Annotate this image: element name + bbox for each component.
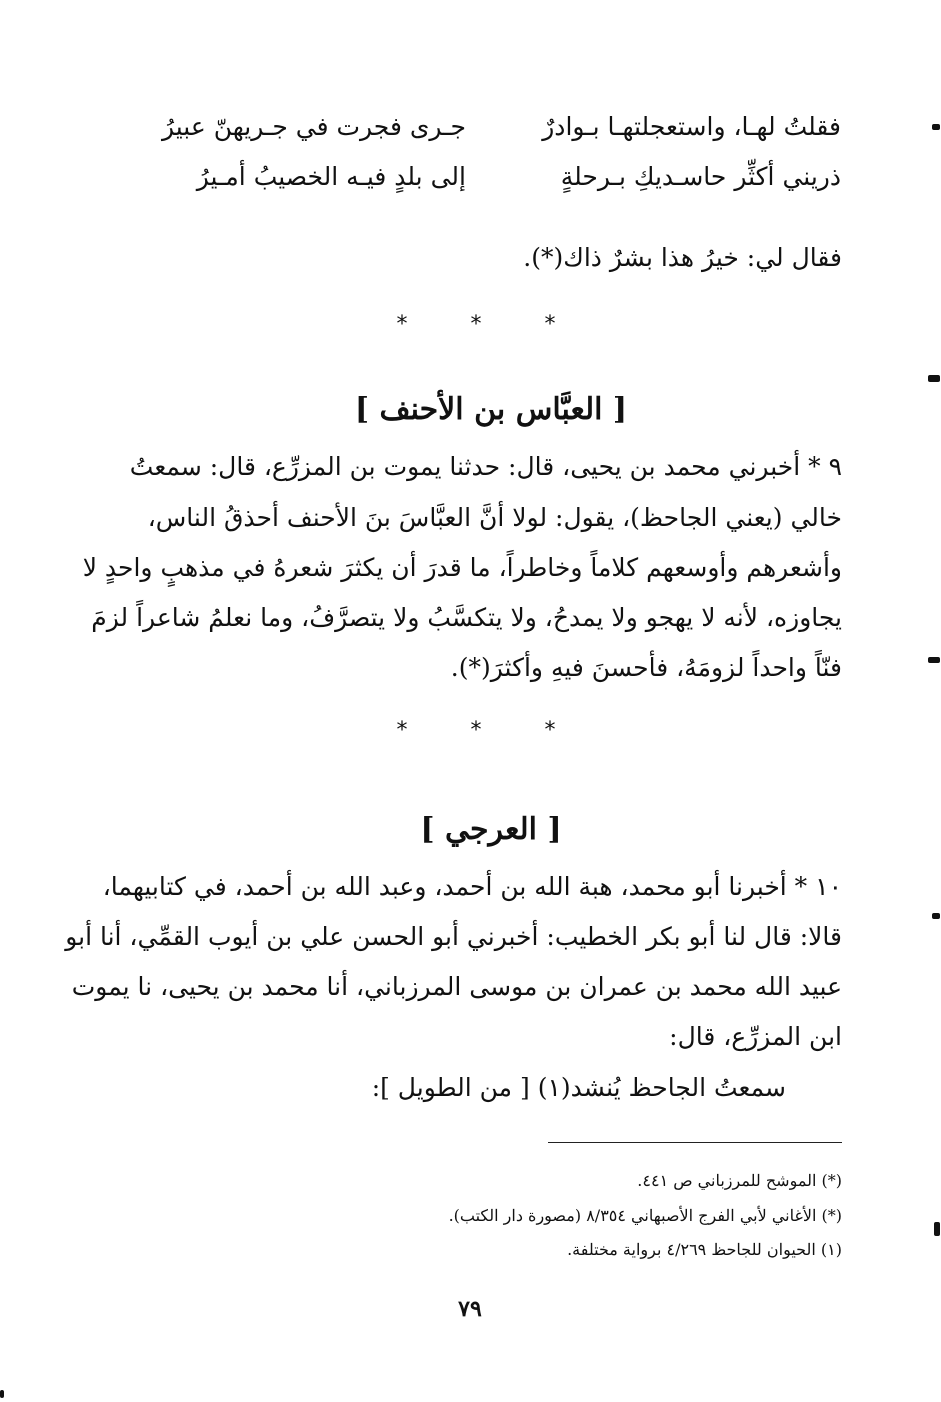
footnote: (*) الأغاني لأبي الفرج الأصبهاني ٨/٣٥٤ (مصورة دار الكتب). [448,1206,842,1225]
paragraph-line: يجاوزه، لأنه لا يهجو ولا يمدحُ، ولا يتكسَّبُ ولا يتصرَّفُ، وما نعلمُ شاعراً لزمَ [91,603,842,632]
section-separator: * * * [396,718,584,743]
paragraph-line: خالي (يعني الجاحظ)، يقول: لولا أنَّ العبَّاسَ بنَ الأحنف أحذقُ الناس، [147,503,842,532]
section-heading-arji: [ العرجي ] [420,812,562,847]
paragraph-line: ابن المزرِّع، قال: [669,1022,842,1051]
poem-line-1-second-hemistich: جـرى فجرت في جـريهنّ عبيرُ [161,112,466,141]
paragraph-line: قالا: قال لنا أبو بكر الخطيب: أخبرني أبو الحسن علي بن أيوب القمِّي، أنا أبو [65,922,842,951]
paragraph-line: وأشعرهم وأوسعهم كلاماً وخاطراً، ما قدرَ أن يكثرَ شعرهُ في مذهبٍ واحدٍ لا [82,553,842,582]
poem-line-2-first-hemistich: ذريني أكثِّر حاسـديكِ بـرحلةٍ [560,162,841,191]
poem-line-2-second-hemistich: إلى بلدٍ فيـه الخصيبُ أمـيرُ [196,162,466,191]
scan-mark [0,1390,4,1398]
scan-mark [932,124,940,130]
paragraph-line: ١٠ * أخبرنا أبو محمد، هبة الله بن أحمد، وعبد الله بن أحمد، في كتابيهما، [102,872,842,901]
section-heading-abbas: [ العبَّاس بن الأحنف ] [354,392,628,427]
scan-mark [934,1222,940,1236]
scan-mark [928,375,940,382]
response-line: فقال لي: خيرُ هذا بشرٌ ذاك(*). [523,243,842,272]
footnote: (*) الموشح للمرزباني ص ٤٤١. [637,1171,842,1190]
scan-mark [932,913,940,919]
paragraph-line: ٩ * أخبرني محمد بن يحيى، قال: حدثنا يموت بن المزرِّع، قال: سمعتُ [129,452,842,481]
scan-mark [928,657,940,663]
page-number: ٧٩ [458,1296,482,1322]
footnote-rule [548,1142,842,1143]
paragraph-line: عبيد الله محمد بن عمران بن موسى المرزباني، أنا محمد بن يحيى، نا يموت [71,972,842,1001]
poem-line-1-first-hemistich: فقلتُ لهـا، واستعجلتهـا بـوادرٌ [542,112,841,141]
section-separator: * * * [396,312,584,337]
paragraph-line: فنّاً واحداً لزومَهُ، فأحسنَ فيهِ وأكثرَ(*). [450,653,842,682]
footnote: (١) الحيوان للجاحظ ٤/٢٦٩ برواية مختلفة. [567,1240,842,1259]
closing-line: سمعتُ الجاحظ يُنشد(١) [ من الطويل ]: [371,1073,786,1102]
